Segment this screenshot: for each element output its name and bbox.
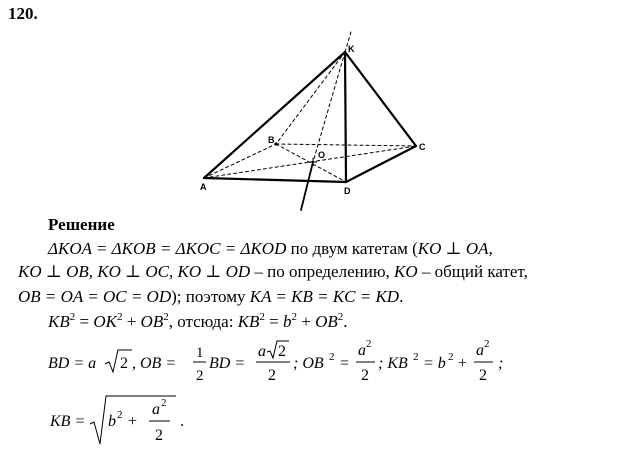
svg-text:2: 2: [484, 338, 490, 350]
solution-line-3: OB = OA = OC = OD); поэтому KA = KB = KC = KD.: [18, 287, 404, 306]
label-k: K: [348, 44, 355, 54]
svg-text:1: 1: [196, 345, 204, 361]
label-a: A: [200, 182, 207, 192]
edge-dc: [346, 146, 416, 182]
svg-text:= b: = b: [423, 355, 446, 372]
problem-number: 120.: [8, 4, 38, 23]
edge-kd: [345, 52, 346, 182]
svg-text:KB =: KB =: [50, 413, 86, 430]
formula-kb-result: [48, 392, 248, 452]
svg-text:.: .: [180, 413, 184, 430]
label-b: B: [268, 135, 275, 145]
svg-text:2: 2: [366, 338, 372, 350]
svg-text:2: 2: [161, 397, 167, 409]
svg-text:2: 2: [278, 343, 286, 360]
solution-line-4: $KB^2 = OK^2 + OB^2$, отсюда: $KB^2 = b^2 + OB^2$.: [48, 311, 348, 331]
svg-text:, OB =: , OB =: [132, 355, 177, 372]
svg-text:2: 2: [120, 355, 128, 372]
solution-heading: Решение: [48, 215, 115, 234]
svg-text:2: 2: [117, 409, 123, 421]
point-o-mark: [309, 158, 317, 166]
svg-text:2: 2: [329, 351, 335, 363]
svg-text:a: a: [258, 343, 266, 360]
svg-text:b: b: [108, 413, 116, 430]
formula-bd-ob-kb: [48, 336, 608, 386]
svg-text:=: =: [340, 355, 350, 372]
svg-text:+: +: [128, 413, 138, 430]
diag-bd: [276, 144, 346, 182]
point-b-dot: [274, 142, 277, 145]
edge-ad: [204, 178, 346, 182]
svg-text:; OB: ; OB: [293, 355, 324, 372]
label-c: C: [419, 142, 426, 152]
height-ko: [313, 52, 345, 162]
solution-line-2: KO ⊥ OB, KO ⊥ OC, KO ⊥ OD – по определению, KO – общий катет,: [18, 262, 528, 281]
svg-text:BD =: BD =: [209, 355, 246, 372]
svg-text:2: 2: [479, 367, 487, 384]
svg-text:2: 2: [268, 367, 276, 384]
svg-text:+: +: [458, 355, 468, 372]
label-d: D: [344, 186, 351, 196]
svg-text:BD = a: BD = a: [48, 355, 97, 372]
pyramid-figure: [196, 28, 436, 218]
svg-text:2: 2: [413, 351, 419, 363]
svg-text:2: 2: [196, 368, 204, 384]
svg-text:a: a: [358, 342, 366, 359]
edge-kb: [276, 52, 345, 144]
svg-text:; KB: ; KB: [378, 355, 408, 372]
svg-text:a: a: [476, 342, 484, 359]
height-ext-bottom: [301, 162, 313, 210]
svg-text:a: a: [152, 401, 160, 418]
svg-text:2: 2: [155, 427, 163, 444]
solution-line-1: ΔKOA = ΔKOB = ΔKOC = ΔKOD по двум катетам (KO ⊥ OA,: [48, 239, 493, 258]
label-o: O: [318, 150, 326, 160]
edge-kc: [345, 52, 416, 146]
svg-text:;: ;: [498, 355, 504, 372]
svg-text:2: 2: [361, 367, 369, 384]
svg-text:2: 2: [448, 351, 454, 363]
